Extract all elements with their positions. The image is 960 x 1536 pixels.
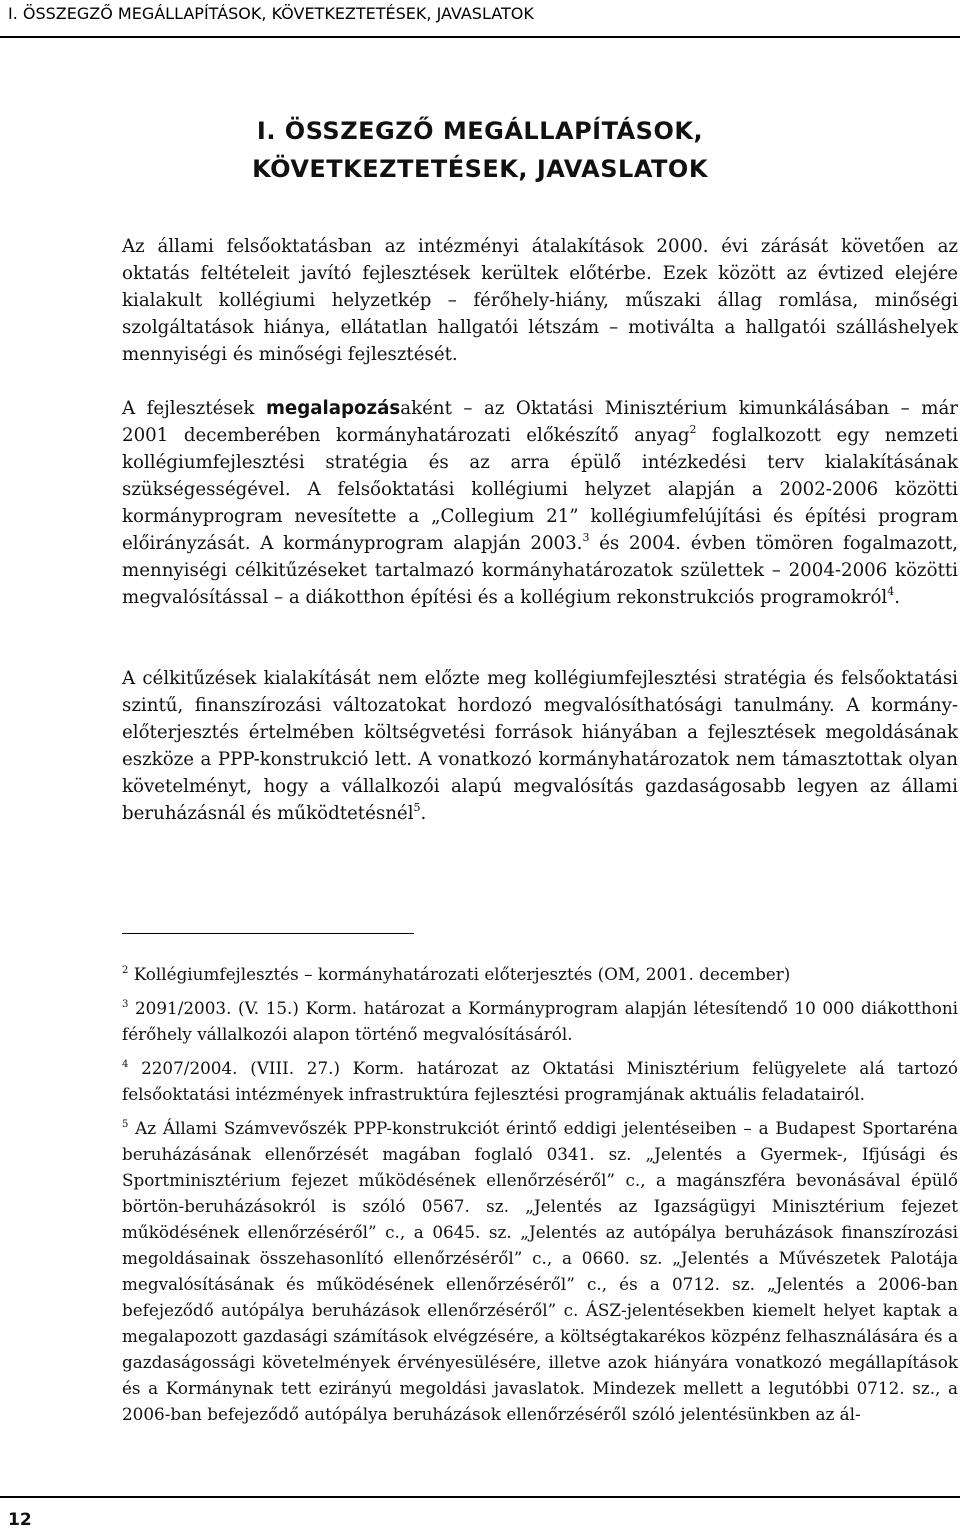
footnotes bbox=[122, 961, 958, 1435]
footnote-separator bbox=[122, 933, 414, 934]
page-number: 12 bbox=[8, 1510, 32, 1530]
footnote-ref: 2 bbox=[689, 423, 697, 436]
footnote-ref: 3 bbox=[582, 531, 590, 544]
running-header-title: I. ÖSSZEGZŐ MEGÁLLAPÍTÁSOK, KÖVETKEZTETÉSEK, JAVASLATOK bbox=[8, 4, 534, 23]
footnote-item bbox=[122, 1055, 958, 1107]
paragraph-intro: Az állami felsőoktatásban az intézményi átalakítások 2000. évi zárását követően az oktatás feltételeit javító fejlesztések kerültek előtérbe. Ezek között az évtized elejére kialakult kollégiumi helyzetkép – férőhely-hiány, műszaki állag romlása, minőségi szolgáltatások hiánya, ellátatlan hallgatói létszám – motiválta a hallgatói szálláshelyek mennyiségi és minőségi fejlesztését. bbox=[122, 236, 958, 365]
paragraph-text: . bbox=[894, 587, 901, 608]
page-footer bbox=[0, 1496, 960, 1536]
footnote-item bbox=[122, 1115, 958, 1427]
paragraph-text: . bbox=[420, 803, 427, 824]
emphasis-word: megalapozás bbox=[265, 398, 401, 419]
paragraph-text: és 2004. évben tömören fogalmazott, mennyiségi célkitűzéseket tartalmazó kormányhatározatok születtek – 2004-2006 közötti megvalósítással – a diákotthon építési és a kollégium rekonstrukciós programokról bbox=[122, 533, 958, 608]
paragraph-text: A fejlesztések bbox=[122, 398, 266, 419]
chapter-title: I. ÖSSZEGZŐ MEGÁLLAPÍTÁSOK, KÖVETKEZTETÉSEK, JAVASLATOK bbox=[252, 117, 708, 183]
footnote-number: 2 bbox=[122, 965, 129, 976]
footnote-text: Az Állami Számvevőszék PPP-konstrukciót érintő eddigi jelentéseiben – a Budapest Sportaréna beruházásának ellenőrzését magában foglaló 0341. sz. „Jelentés a Gyermek-, Ifjúsági és Sportminisztérium fejezet működésének ellenőrzéséről” c., a magánszféra bevonásával épülő börtön-beruházásokról is szóló 0567. sz. „Jelentés az Igazságügyi Minisztérium fejezet működésének ellenőrzéséről” c., a 0645. sz. „Jelentés az autópálya beruházások finanszírozási megoldásainak összehasonlító ellenőrzéséről” c., a 0660. sz. „Jelentés a Művészetek Palotája megvalósításának és működésének ellenőrzéséről” c., és a 0712. sz. „Jelentés a 2006-ban befejeződő autópálya beruházások ellenőrzéséről” c. ÁSZ-jelentésekben kiemelt helyet kaptak a megalapozott gazdasági számítások elvégzésére, a költségtakarékos közpénz felhasználására és a gazdaságossági követelmények érvényesülésére, illetve azok hiányára vonatkozó megállapítások és a Kormánynak tett ezirányú megoldási javaslatok. Mindezek mellett a legutóbbi 0712. sz., a 2006-ban befejeződő autópálya beruházások ellenőrzéséről szóló jelentésünkben az ál- bbox=[122, 1118, 958, 1424]
running-header bbox=[0, 0, 960, 38]
paragraph-objectives bbox=[122, 665, 958, 827]
paragraph-text: foglalkozott egy nemzeti kollégiumfejlesztési stratégia és az arra épülő intézkedési terv kialakításának szükségességével. A felsőoktatási kollégiumi helyzet alapján a 2002-2006 közötti kormányprogram nevesítette a „Collegium 21” kollégiumfelújítási és építési program előirányzását. A kormányprogram alapján 2003. bbox=[122, 425, 959, 554]
footnote-number: 4 bbox=[122, 1059, 129, 1070]
footnote-text: Kollégiumfejlesztés – kormányhatározati előterjesztés (OM, 2001. december) bbox=[128, 964, 791, 984]
footnote-number: 3 bbox=[122, 999, 129, 1010]
paragraph-text: aként – az Oktatási Minisztérium kimunkálásában – már 2001 decemberében kormányhatározati előkészítő anyag bbox=[122, 398, 958, 446]
footnote-ref: 4 bbox=[887, 585, 895, 598]
footnote-text: 2207/2004. (VIII. 27.) Korm. határozat az Oktatási Minisztérium felügyelete alá tartozó felsőoktatási intézmények infrastruktúra fejlesztési programjának aktuális feladatairól. bbox=[122, 1058, 958, 1104]
footnote-item bbox=[122, 995, 958, 1047]
footnote-number: 5 bbox=[122, 1119, 129, 1130]
paragraph-foundation bbox=[122, 395, 958, 611]
footnote-ref: 5 bbox=[413, 801, 421, 814]
footnote-text: 2091/2003. (V. 15.) Korm. határozat a Kormányprogram alapján létesítendő 10 000 diákotthoni férőhely vállalkozói alapon történő megvalósításáról. bbox=[122, 998, 958, 1044]
footnote-item bbox=[122, 961, 958, 987]
paragraph-text: A célkitűzések kialakítását nem előzte meg kollégiumfejlesztési stratégia és felsőoktatási szintű, finanszírozási változatokat hordozó megvalósíthatósági tanulmány. A kormány-előterjesztés értelmében költségvetési források hiányában a fejlesztések megoldásának eszköze a PPP-konstrukció lett. A vonatkozó kormányhatározatok nem támasztottak olyan követelményt, hogy a vállalkozói alapú megvalósítás gazdaságosabb legyen az állami beruházásnál és működtetésnél bbox=[122, 668, 958, 824]
